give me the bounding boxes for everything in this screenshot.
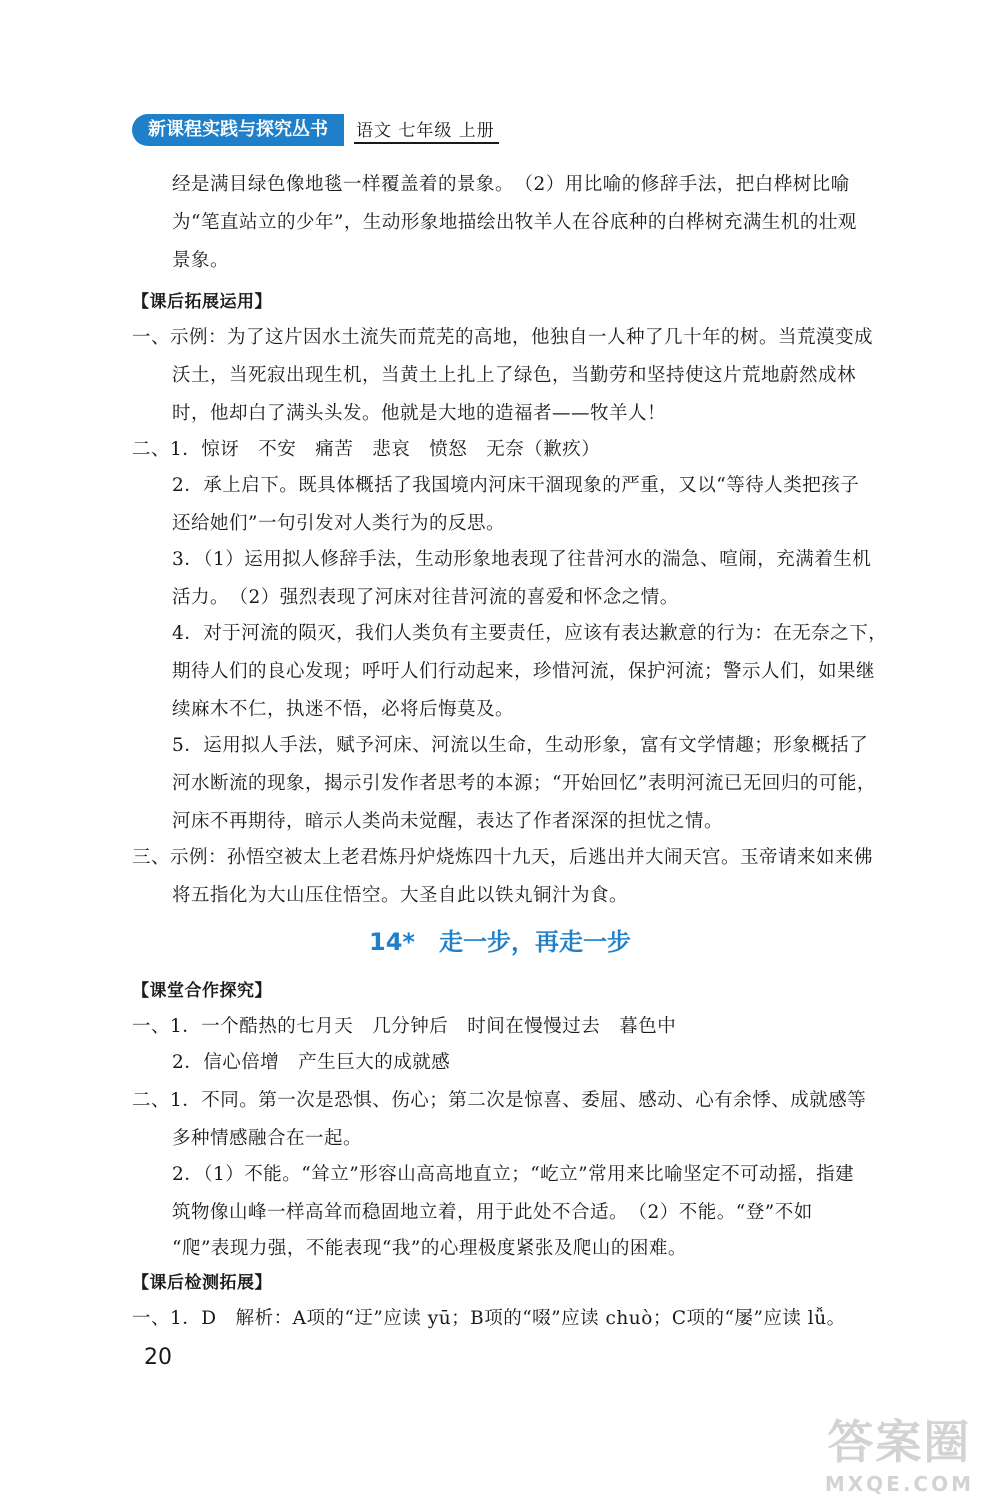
watermark-top: 答案圈	[827, 1415, 972, 1469]
watermark	[825, 1406, 974, 1496]
chapter-title: 14* 走一步，再走一步	[369, 928, 631, 956]
text-line: 活力。 （2）强烈表现了河床对往昔河流的喜爱和怀念之情。	[172, 587, 679, 608]
text-line: 二、1．惊讶 不安 痛苦 悲哀 愤怒 无奈（歉疚）	[132, 439, 601, 460]
text-line: 时，他却白了满头头发。他就是大地的造福者——牧羊人！	[172, 403, 667, 424]
text-line: 2．承上启下。既具体概括了我国境内河床干涸现象的严重，又以“等待人类把孩子	[172, 475, 860, 496]
text-line: 河水断流的现象，揭示引发作者思考的本源；“开始回忆”表明河流已无回归的可能，	[172, 773, 876, 794]
watermark-bottom: MXQE.COM	[824, 1472, 974, 1496]
series-title: 新课程实践与探究丛书	[132, 114, 344, 146]
text-line: 二、1．不同。第一次是恐惧、伤心；第二次是惊喜、委屈、感动、心有余悸、成就感等	[132, 1090, 867, 1111]
text-line: 续麻木不仁，执迷不悟，必将后悔莫及。	[172, 699, 515, 720]
text-line: 4．对于河流的陨灭，我们人类负有主要责任，应该有表达歉意的行为：在无奈之下，	[172, 623, 888, 644]
text-line: 一、1．D 解析：A项的“迂”应读 yū；B项的“啜”应读 chuò；C项的“屡”应读 lǚ。	[132, 1308, 846, 1329]
text-line: 沃土，当死寂出现生机，当黄土上扎上了绿色，当勤劳和坚持使这片荒地蔚然成林	[172, 365, 857, 386]
text-line: 经是满目绿色像地毯一样覆盖着的景象。 （2）用比喻的修辞手法，把白桦树比喻	[172, 174, 850, 195]
text-line: 还给她们”一句引发对人类行为的反思。	[172, 513, 505, 534]
subject-grade-info: 语文 七年级 上册	[354, 116, 499, 144]
text-line: 三、示例：孙悟空被太上老君炼丹炉烧炼四十九天，后逃出并大闹天宫。玉帝请来如来佛	[132, 847, 874, 868]
text-line: 为“笔直站立的少年”，生动形象地描绘出牧羊人在谷底种的白桦树充满生机的壮观	[172, 212, 857, 233]
text-line: 多种情感融合在一起。	[172, 1128, 363, 1149]
text-line: 一、示例：为了这片因水土流失而荒芜的高地，他独自一人种了几十年的树。当荒漠变成	[132, 327, 874, 348]
page-header	[132, 114, 499, 146]
section-heading: 【课后检测拓展】	[132, 1273, 272, 1293]
text-line: 一、1．一个酷热的七月天 几分钟后 时间在慢慢过去 暮色中	[132, 1016, 677, 1037]
text-line: 景象。	[172, 250, 230, 271]
section-heading: 【课堂合作探究】	[132, 981, 272, 1001]
text-line: 5．运用拟人手法，赋予河床、河流以生命，生动形象，富有文学情趣；形象概括了	[172, 735, 869, 756]
text-line: “爬”表现力强，不能表现“我”的心理极度紧张及爬山的困难。	[172, 1238, 687, 1259]
text-line: 3．（1）运用拟人修辞手法，生动形象地表现了往昔河水的湍急、喧闹，充满着生机	[172, 549, 872, 570]
section-heading: 【课后拓展运用】	[132, 292, 272, 312]
text-line: 将五指化为大山压住悟空。大圣自此以铁丸铜汁为食。	[172, 885, 629, 906]
text-line: 2．（1）不能。“耸立”形容山高高地直立；“屹立”常用来比喻坚定不可动摇，指建	[172, 1164, 855, 1185]
text-line: 2．信心倍增 产生巨大的成就感	[172, 1052, 451, 1073]
page-number: 20	[144, 1345, 172, 1370]
text-line: 期待人们的良心发现；呼吁人们行动起来，珍惜河流，保护河流；警示人们，如果继	[172, 661, 876, 682]
text-line: 河床不再期待，暗示人类尚未觉醒，表达了作者深深的担忧之情。	[172, 811, 724, 832]
text-line: 筑物像山峰一样高耸而稳固地立着，用于此处不合适。 （2）不能。“登”不如	[172, 1202, 813, 1223]
